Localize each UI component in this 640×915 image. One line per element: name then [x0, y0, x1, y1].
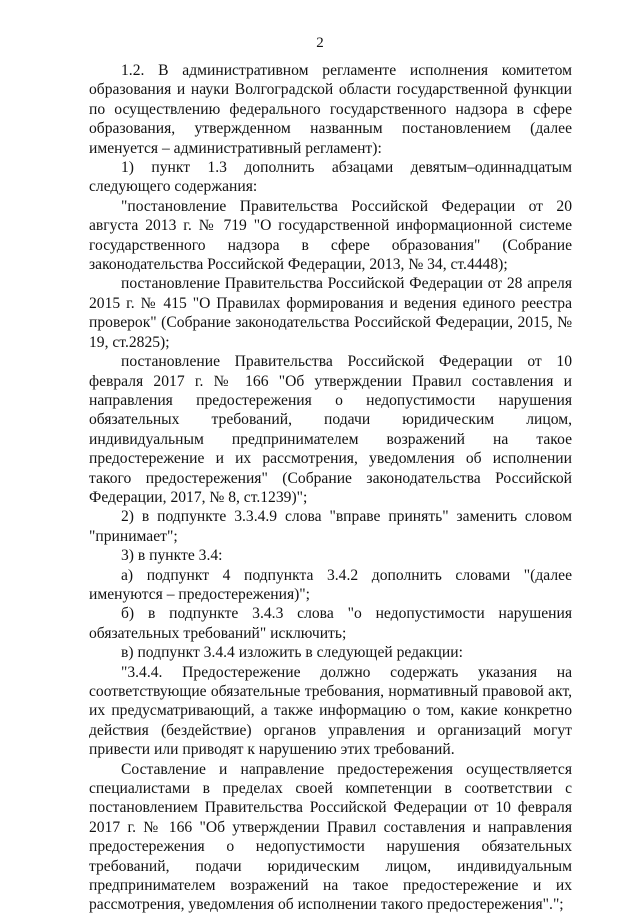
paragraph-item-2: 2) в подпункте 3.3.4.9 слова "вправе принять" заменить словом "принимает"; [89, 508, 572, 545]
paragraph-item-3b: б) в подпункте 3.4.3 слова "о недопустимости нарушения обязательных требований" исключить; [89, 605, 572, 642]
paragraph-quote-decree-719: "постановление Правительства Российской Федерации от 20 августа 2013 г. № 719 "О государственной информационной системе государственного надзора в сфере образования" (Собрание законодательства Российской Федерации, 2013, № 34, ст.4448); [89, 197, 572, 274]
paragraph-item-3: 3) в пункте 3.4: [121, 547, 223, 565]
paragraph-amendment-intro: 1.2. В административном регламенте исполнения комитетом образования и науки Волгоградской области государственной функции по осуществлению федерального государственного надзора в сфере образования, утвержденном названным постановлением (далее именуется – административный регламент): [89, 62, 572, 157]
document-body [89, 61, 572, 915]
paragraph-3-4-4-continuation: Составление и направление предостережения осуществляется специалистами в пределах своей компетенции в соответствии с постановлением Правительства Российской Федерации от 10 февраля 2017 г. № 166 "Об утверждении Правил составления и направления предостережения о недопустимости нарушения обязательных требований, подачи юридическим лицом, индивидуальным предпринимателем возражений на такое предостережение и их рассмотрения, уведомления об исполнении такого предостережения"."; [89, 760, 572, 914]
paragraph-item-1: 1) пункт 1.3 дополнить абзацами девятым–одиннадцатым следующего содержания: [89, 159, 572, 196]
paragraph-item-3v: в) подпункт 3.4.4 изложить в следующей редакции: [121, 644, 463, 662]
paragraph-item-3a: а) подпункт 4 подпункта 3.4.2 дополнить словами "(далее именуются – предостережения)"; [89, 566, 572, 603]
paragraph-decree-166: постановление Правительства Российской Федерации от 10 февраля 2017 г. № 166 "Об утверждении Правил составления и направления предостережения о недопустимости нарушения обязательных требований, подачи юридическим лицом, индивидуальным предпринимателем возражений на такое предостережение и их рассмотрения, уведомления об исполнении такого предостережения" (Собрание законодательства Российской Федерации, 2017, № 8, ст.1239)"; [89, 353, 572, 506]
page-number: 2 [316, 35, 324, 51]
paragraph-3-4-4-text: "3.4.4. Предостережение должно содержать указания на соответствующие обязательные требования, нормативный правовой акт, их предусматривающий, а также информацию о том, какие конкретно действия (бездействие) органов управления и организаций могут привести или приводят к нарушению этих требований. [89, 663, 572, 759]
paragraph-decree-415: постановление Правительства Российской Федерации от 28 апреля 2015 г. № 415 "О Правилах формирования и ведения единого реестра проверок" (Собрание законодательства Российской Федерации, 2015, № 19, ст.2825); [89, 275, 572, 351]
